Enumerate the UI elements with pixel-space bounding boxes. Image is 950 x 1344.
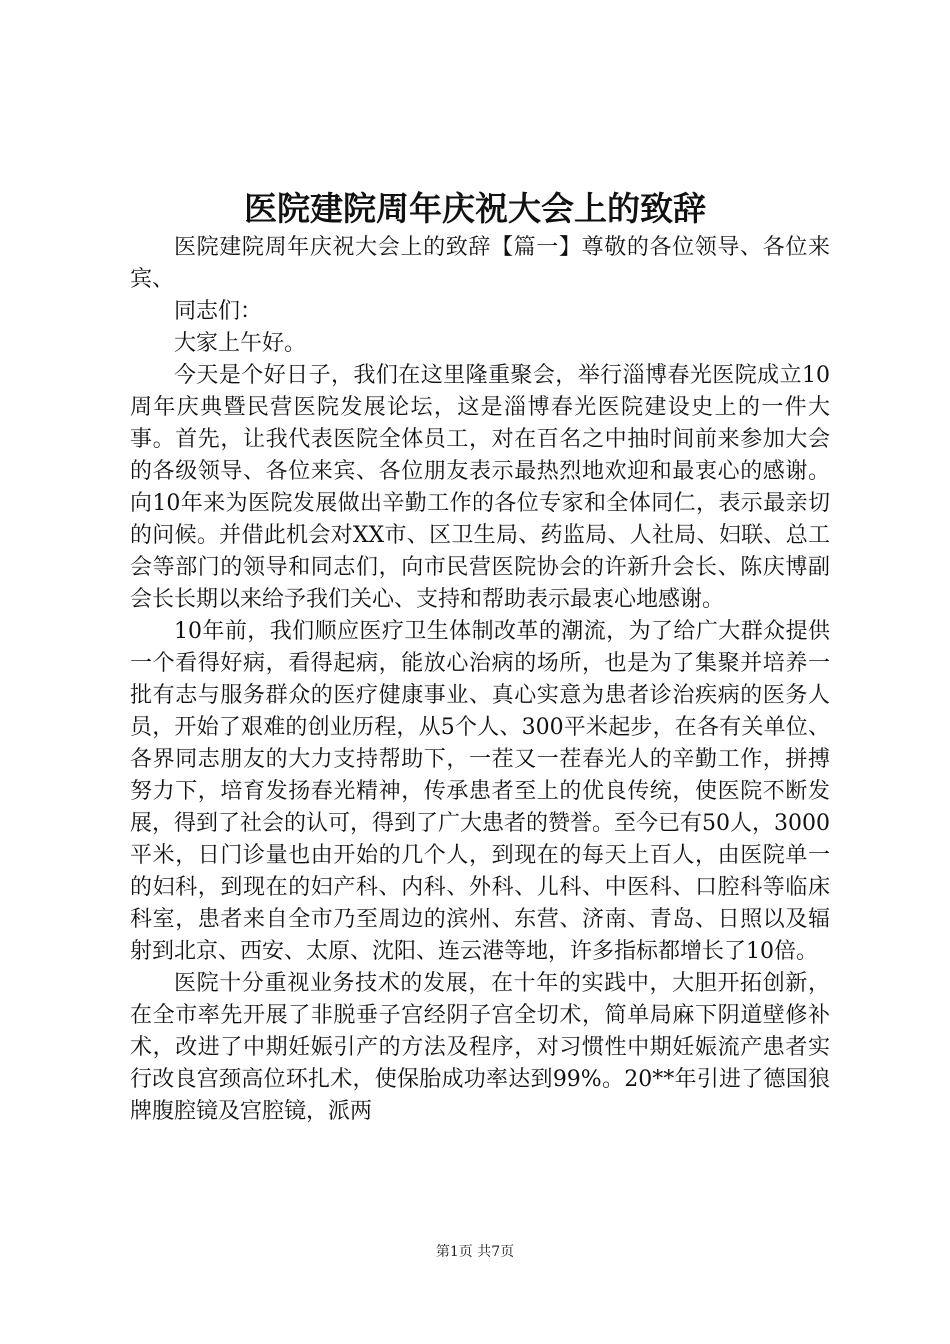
- paragraph-history: 10年前，我们顺应医疗卫生体制改革的潮流，为了给广大群众提供一个看得好病，看得起病，能放心治病的场所，也是为了集聚并培养一批有志与服务群众的医疗健康事业、真心实意为患者诊治疾病的医务人员，开始了艰难的创业历程，从5个人、300平米起步，在各有关单位、各界同志朋友的大力支持帮助下，一茬又一茬春光人的辛勤工作，拼搏努力下，培育发扬春光精神，传承患者至上的优良传统，使医院不断发展，得到了社会的认可，得到了广大患者的赞誉。至今已有50人，3000平米，日门诊量也由开始的几个人，到现在的每天上百人，由医院单一的妇科，到现在的妇产科、内科、外科、儿科、中医科、口腔科等临床科室，患者来自全市乃至周边的滨州、东营、济南、青岛、日照以及辐射到北京、西安、太原、沈阳、连云港等地，许多指标都增长了10倍。: [130, 619, 830, 964]
- page-footer: 第1页 共7页: [435, 1244, 515, 1260]
- document-body: [130, 232, 830, 1128]
- paragraph-comrades: 同志们：: [174, 299, 263, 324]
- paragraph-good-morning: 大家上午好。: [174, 331, 307, 356]
- paragraph-welcome: 今天是个好日子，我们在这里隆重聚会，举行淄博春光医院成立10周年庆典暨民营医院发展论坛，这是淄博春光医院建设史上的一件大事。首先，让我代表医院全体员工，对在百名之中抽时间前来参加大会的各级领导、各位来宾、各位朋友表示最热烈地欢迎和最衷心的感谢。向10年来为医院发展做出辛勤工作的各位专家和全体同仁，表示最亲切的问候。并借此机会对XX市、区卫生局、药监局、人社局、妇联、总工会等部门的领导和同志们，向市民营医院协会的许新升会长、陈庆博副会长长期以来给予我们关心、支持和帮助表示最衷心地感谢。: [130, 363, 830, 612]
- paragraph-technology: 医院十分重视业务技术的发展，在十年的实践中，大胆开拓创新，在全市率先开展了非脱垂子宫经阴子宫全切术，简单局麻下阴道壁修补术，改进了中期妊娠引产的方法及程序，对习惯性中期妊娠流产患者实行改良宫颈高位环扎术，使保胎成功率达到99%。20**年引进了德国狼牌腹腔镜及宫腔镜，派两: [130, 971, 830, 1124]
- document-title: 医院建院周年庆祝大会上的致辞: [244, 189, 706, 228]
- paragraph-greeting: 医院建院周年庆祝大会上的致辞【篇一】尊敬的各位领导、各位来宾、: [130, 235, 830, 292]
